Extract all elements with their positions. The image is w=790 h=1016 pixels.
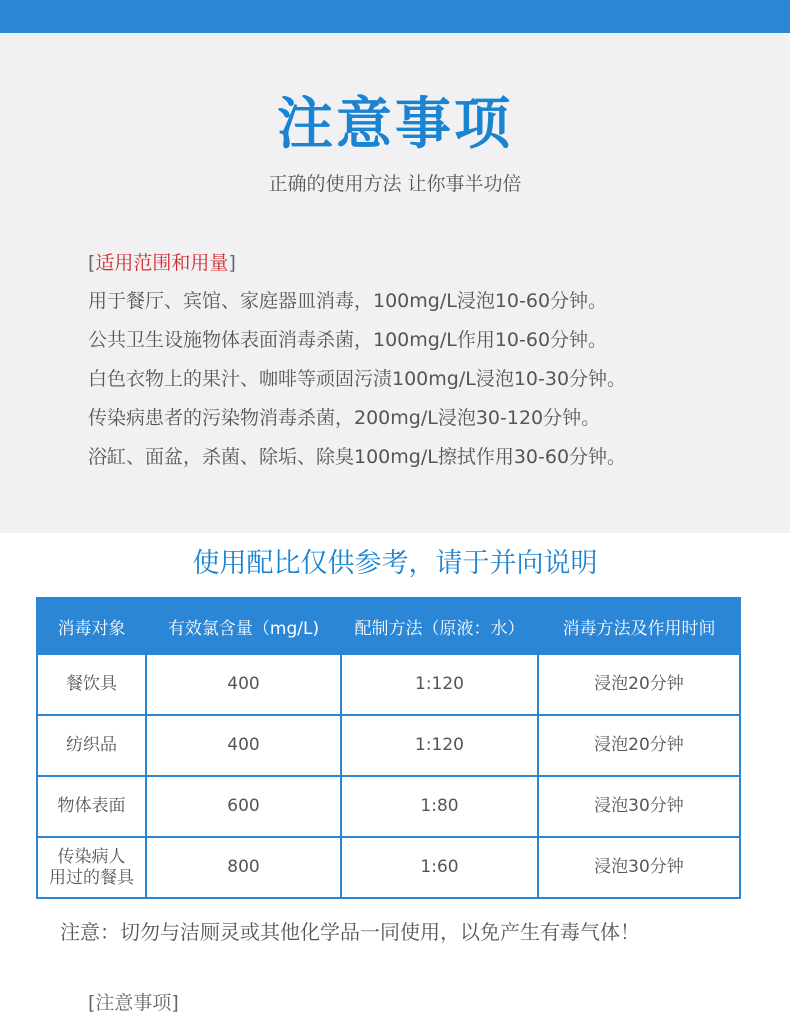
usage-line: 浴缸、面盆，杀菌、除垢、除臭100mg/L擦拭作用30-60分钟。 <box>88 446 627 468</box>
next-section-heading: [注意事项] <box>88 992 179 1014</box>
usage-heading-text: 适用范围和用量 <box>95 252 229 274</box>
top-banner <box>0 0 790 33</box>
cell-content: 800 <box>146 837 341 898</box>
warning-note: 注意：切勿与洁厕灵或其他化学品一同使用，以免产生有毒气体！ <box>60 920 640 944</box>
usage-line: 公共卫生设施物体表面消毒杀菌，100mg/L作用10-60分钟。 <box>88 329 608 351</box>
col-header-object: 消毒对象 <box>37 598 146 654</box>
cell-object <box>37 837 146 898</box>
cell-object: 纺织品 <box>37 715 146 776</box>
bracket-close: ] <box>228 252 236 274</box>
usage-line: 白色衣物上的果汁、咖啡等顽固污渍100mg/L浸泡10-30分钟。 <box>88 368 627 390</box>
cell-method: 浸泡20分钟 <box>538 654 740 715</box>
table-row <box>37 654 740 715</box>
usage-heading <box>88 249 236 277</box>
ratio-table <box>36 597 741 899</box>
cell-object: 物体表面 <box>37 776 146 837</box>
cell-content: 400 <box>146 654 341 715</box>
cell-content: 600 <box>146 776 341 837</box>
usage-list <box>88 286 626 481</box>
usage-line: 传染病患者的污染物消毒杀菌，200mg/L浸泡30-120分钟。 <box>88 407 601 429</box>
cell-object: 餐饮具 <box>37 654 146 715</box>
bracket-open: [ <box>88 252 96 274</box>
cell-method: 浸泡30分钟 <box>538 837 740 898</box>
col-header-method: 消毒方法及作用时间 <box>538 598 740 654</box>
cell-object-line: 用过的餐具 <box>49 867 134 888</box>
cell-content: 400 <box>146 715 341 776</box>
cell-ratio: 1:120 <box>341 654 538 715</box>
cell-method: 浸泡30分钟 <box>538 776 740 837</box>
col-header-content: 有效氯含量（mg/L) <box>146 598 341 654</box>
cell-ratio: 1:60 <box>341 837 538 898</box>
cell-ratio: 1:80 <box>341 776 538 837</box>
cell-object-line: 传染病人 <box>57 846 126 867</box>
ratio-section-title: 使用配比仅供参考，请于并向说明 <box>192 548 598 579</box>
page-title: 注意事项 <box>277 92 513 157</box>
table-header-row <box>37 598 740 654</box>
cell-method: 浸泡20分钟 <box>538 715 740 776</box>
cell-ratio: 1:120 <box>341 715 538 776</box>
table-row <box>37 837 740 898</box>
usage-line: 用于餐厅、宾馆、家庭器皿消毒，100mg/L浸泡10-60分钟。 <box>88 290 608 312</box>
table-row <box>37 715 740 776</box>
page-subtitle: 正确的使用方法 让你事半功倍 <box>268 173 522 195</box>
col-header-ratio: 配制方法（原液：水） <box>341 598 538 654</box>
table-row <box>37 776 740 837</box>
